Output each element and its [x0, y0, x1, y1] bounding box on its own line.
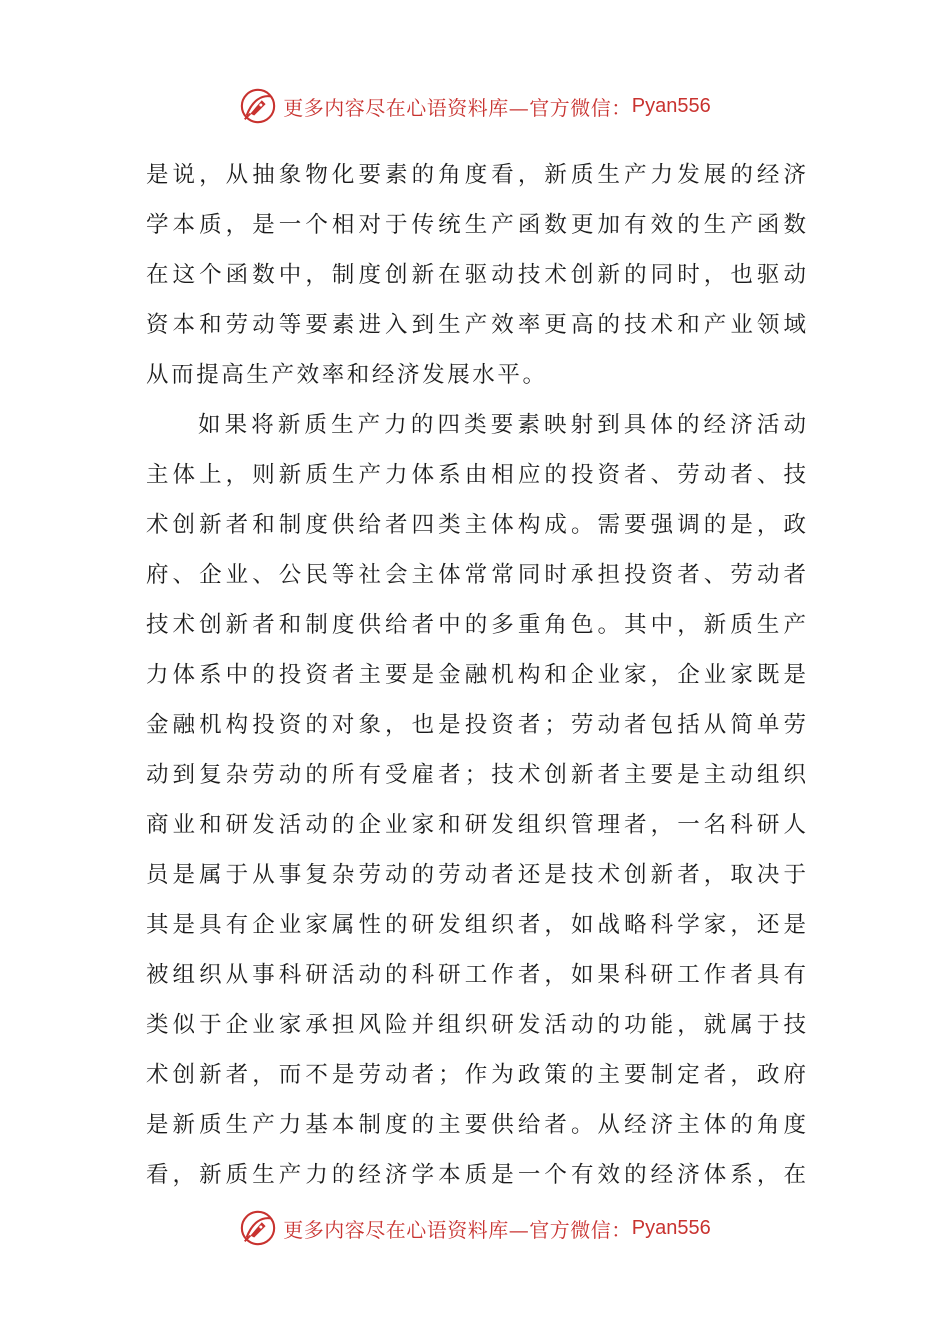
text-line: 术创新者，而不是劳动者；作为政策的主要制定者，政府 — [146, 1062, 806, 1088]
pen-nib-logo-icon — [239, 87, 277, 125]
text-line: 是新质生产力基本制度的主要供给者。从经济主体的角度 — [146, 1112, 806, 1138]
text-line: 金融机构投资的对象，也是投资者；劳动者包括从简单劳 — [146, 712, 806, 738]
document-body — [146, 150, 806, 1200]
text-line: 其是具有企业家属性的研发组织者，如战略科学家，还是 — [146, 912, 806, 938]
text-line: 资本和劳动等要素进入到生产效率更高的技术和产业领域 — [146, 312, 806, 338]
header-banner — [0, 82, 950, 130]
text-line: 府、企业、公民等社会主体常常同时承担投资者、劳动者 — [146, 562, 806, 588]
pen-nib-logo-icon — [239, 1209, 277, 1247]
text-line: 员是属于从事复杂劳动的劳动者还是技术创新者，取决于 — [146, 862, 806, 888]
text-line: 看，新质生产力的经济学本质是一个有效的经济体系，在 — [146, 1162, 806, 1188]
text-line: 力体系中的投资者主要是金融机构和企业家，企业家既是 — [146, 662, 806, 688]
text-line: 在这个函数中，制度创新在驱动技术创新的同时，也驱动 — [146, 262, 806, 288]
banner-text: 更多内容尽在心语资料库—官方微信： — [283, 1217, 632, 1242]
text-line: 被组织从事科研活动的科研工作者，如果科研工作者具有 — [146, 962, 806, 988]
banner-wechat-handle: Pyan556 — [631, 94, 711, 117]
banner-text: 更多内容尽在心语资料库—官方微信： — [283, 95, 632, 120]
text-line: 是说，从抽象物化要素的角度看，新质生产力发展的经济 — [146, 162, 806, 188]
banner-wechat-handle: Pyan556 — [631, 1216, 711, 1239]
text-line: 技术创新者和制度供给者中的多重角色。其中，新质生产 — [146, 612, 806, 638]
text-line: 如果将新质生产力的四类要素映射到具体的经济活动 — [198, 412, 806, 438]
footer-banner — [0, 1204, 950, 1252]
text-line: 术创新者和制度供给者四类主体构成。需要强调的是，政 — [146, 512, 806, 538]
text-line: 类似于企业家承担风险并组织研发活动的功能，就属于技 — [146, 1012, 806, 1038]
text-line: 学本质，是一个相对于传统生产函数更加有效的生产函数 — [146, 212, 806, 238]
text-line: 从而提高生产效率和经济发展水平。 — [146, 362, 548, 388]
text-line: 主体上，则新质生产力体系由相应的投资者、劳动者、技 — [146, 462, 806, 488]
text-line: 动到复杂劳动的所有受雇者；技术创新者主要是主动组织 — [146, 762, 806, 788]
text-line: 商业和研发活动的企业家和研发组织管理者，一名科研人 — [146, 812, 806, 838]
